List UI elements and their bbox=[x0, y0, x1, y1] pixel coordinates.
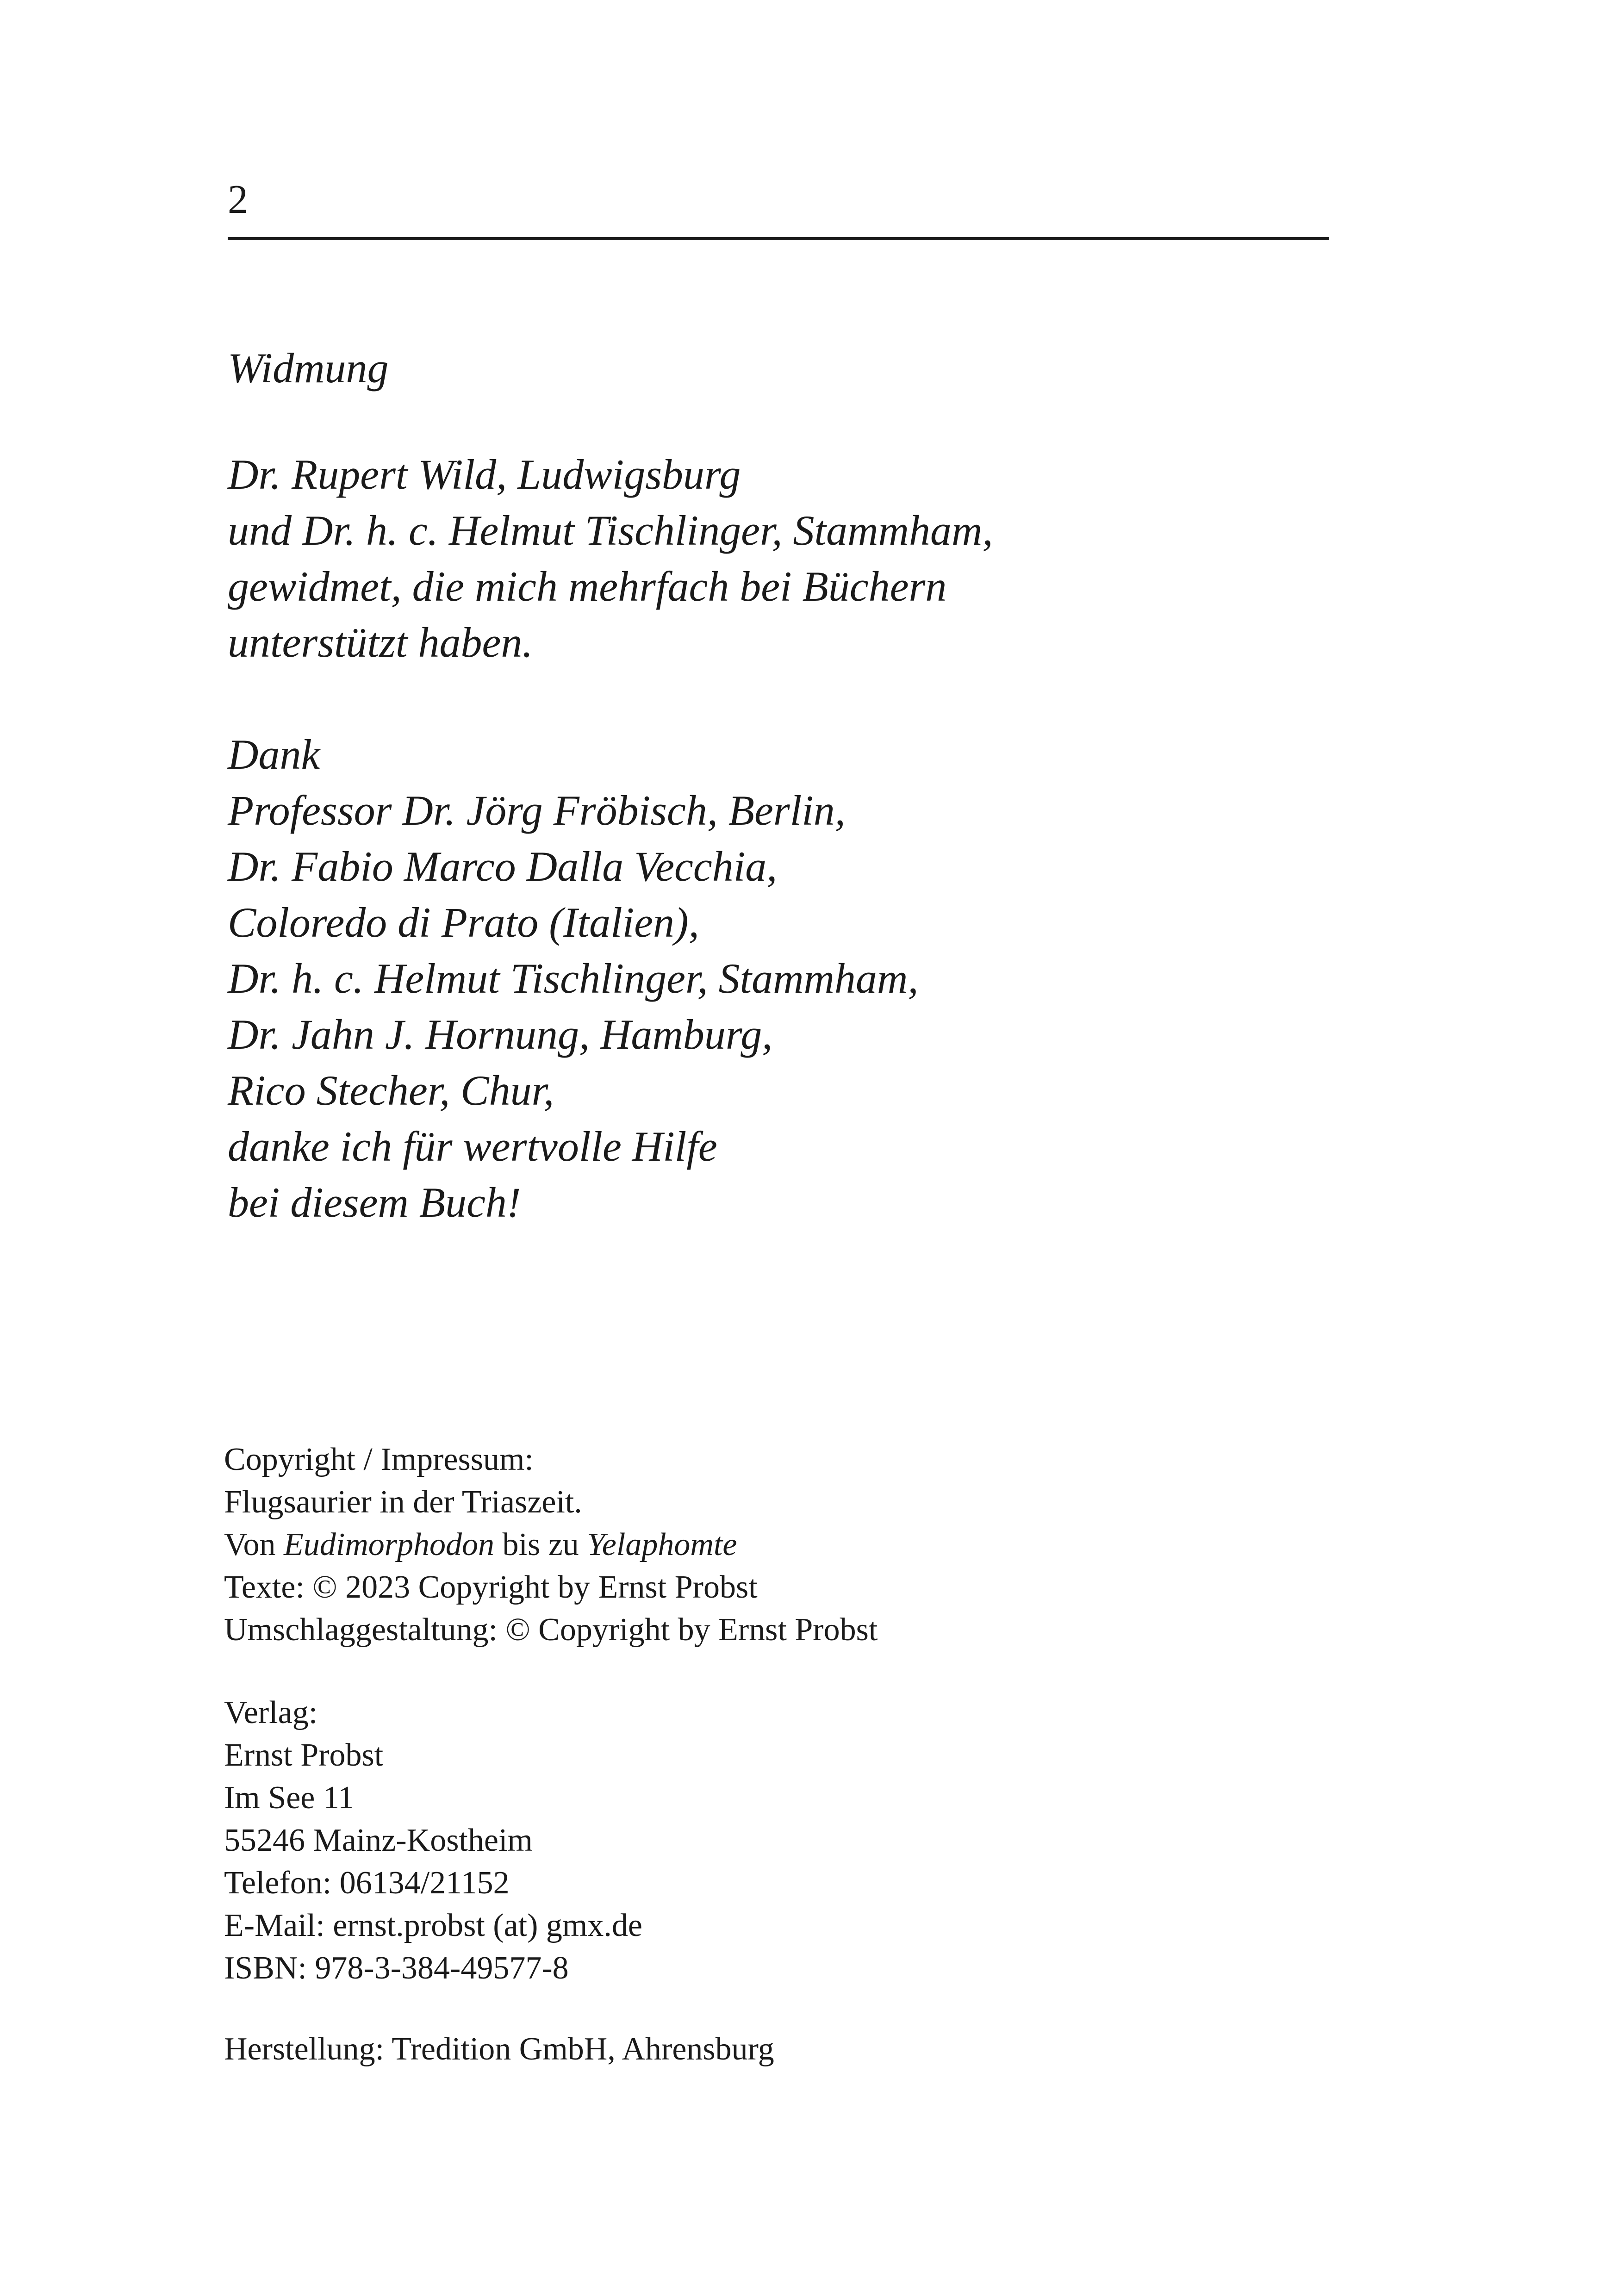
production-text: Herstellung: Tredition GmbH, Ahrensburg bbox=[224, 2031, 774, 2067]
thanks-line: Rico Stecher, Chur, bbox=[228, 1067, 554, 1114]
subtitle-genus-2: Yelaphomte bbox=[587, 1527, 737, 1562]
thanks-section bbox=[228, 727, 918, 1231]
publisher-email: E-Mail: ernst.probst (at) gmx.de bbox=[224, 1908, 642, 1943]
page-number: 2 bbox=[228, 177, 248, 222]
thanks-line: Dr. h. c. Helmut Tischlinger, Stammham, bbox=[228, 955, 919, 1002]
publisher-isbn: ISBN: 978-3-384-49577-8 bbox=[224, 1950, 569, 1986]
publisher-phone: Telefon: 06134/21152 bbox=[224, 1865, 510, 1901]
thanks-line: Dr. Fabio Marco Dalla Vecchia, bbox=[228, 843, 778, 890]
publisher-label: Verlag: bbox=[224, 1695, 318, 1730]
thanks-line: danke ich für wertvolle Hilfe bbox=[228, 1123, 717, 1170]
publisher-city: 55246 Mainz-Kostheim bbox=[224, 1823, 533, 1858]
publisher-name: Ernst Probst bbox=[224, 1737, 384, 1773]
publisher-section bbox=[224, 1692, 642, 1990]
dedication-line: gewidmet, die mich mehrfach bei Büchern bbox=[228, 563, 947, 610]
impressum-heading: Copyright / Impressum: bbox=[224, 1442, 534, 1477]
thanks-line: Professor Dr. Jörg Fröbisch, Berlin, bbox=[228, 787, 846, 834]
publisher-street: Im See 11 bbox=[224, 1780, 355, 1816]
thanks-line: Coloredo di Prato (Italien), bbox=[228, 899, 699, 946]
subtitle-genus-1: Eudimorphodon bbox=[284, 1527, 495, 1562]
dedication-line: unterstützt haben. bbox=[228, 619, 533, 666]
text-copyright: Texte: © 2023 Copyright by Ernst Probst bbox=[224, 1569, 758, 1605]
impressum-section bbox=[224, 1438, 877, 1651]
dedication-heading bbox=[228, 340, 389, 396]
thanks-heading: Dank bbox=[228, 731, 320, 778]
production-line bbox=[224, 2028, 774, 2071]
dedication-text bbox=[228, 447, 993, 671]
header-rule bbox=[228, 237, 1329, 240]
thanks-line: bei diesem Buch! bbox=[228, 1179, 521, 1226]
cover-copyright: Umschlaggestaltung: © Copyright by Ernst Probst bbox=[224, 1612, 878, 1648]
subtitle-prefix: Von bbox=[224, 1527, 284, 1562]
dedication-line: Dr. Rupert Wild, Ludwigsburg bbox=[228, 451, 741, 498]
dedication-heading-text: Widmung bbox=[228, 344, 389, 392]
thanks-line: Dr. Jahn J. Hornung, Hamburg, bbox=[228, 1011, 773, 1058]
dedication-line: und Dr. h. c. Helmut Tischlinger, Stammham, bbox=[228, 507, 993, 554]
book-subtitle bbox=[224, 1524, 877, 1566]
book-title: Flugsaurier in der Triaszeit. bbox=[224, 1484, 582, 1520]
subtitle-middle: bis zu bbox=[494, 1527, 587, 1562]
